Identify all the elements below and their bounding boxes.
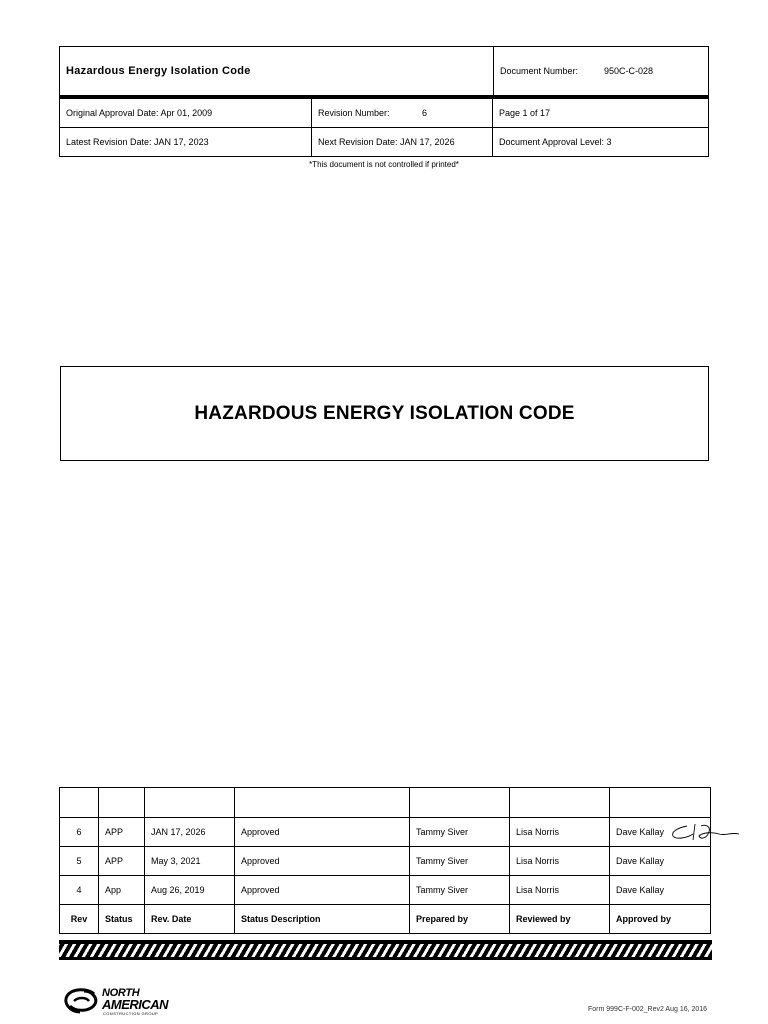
status-description-cell: Approved xyxy=(235,876,410,905)
rev-cell: 6 xyxy=(60,818,99,847)
rev-date-cell: Aug 26, 2019 xyxy=(145,876,235,905)
table-row xyxy=(60,876,711,905)
document-approval-level: Document Approval Level: 3 xyxy=(493,128,709,157)
print-disclaimer: *This document is not controlled if printed* xyxy=(309,160,459,169)
revision-number-label: Revision Number: xyxy=(318,108,390,118)
col-header-status-description: Status Description xyxy=(235,905,410,934)
revision-number-cell xyxy=(312,97,493,128)
rev-cell: 5 xyxy=(60,847,99,876)
document-number-label: Document Number: xyxy=(500,66,579,76)
prepared-by-cell: Tammy Siver xyxy=(410,818,510,847)
title-box xyxy=(60,366,709,461)
col-header-rev-date: Rev. Date xyxy=(145,905,235,934)
latest-revision-date: Latest Revision Date: JAN 17, 2023 xyxy=(60,128,312,157)
page-count: Page 1 of 17 xyxy=(493,97,709,128)
status-description-cell: Approved xyxy=(235,818,410,847)
table-row xyxy=(60,818,711,847)
handwritten-signature-icon xyxy=(667,820,745,846)
header-title: Hazardous Energy Isolation Code xyxy=(66,65,251,77)
approved-by-cell: Dave Kallay xyxy=(610,876,711,905)
status-cell: APP xyxy=(99,818,145,847)
col-header-prepared-by: Prepared by xyxy=(410,905,510,934)
north-american-logo-icon xyxy=(64,988,98,1014)
approved-by-cell: Dave Kallay xyxy=(610,818,711,847)
col-header-rev: Rev xyxy=(60,905,99,934)
approved-by-cell: Dave Kallay xyxy=(610,847,711,876)
document-meta xyxy=(59,95,709,157)
logo-text-north: NORTH xyxy=(102,987,140,999)
header-title-cell xyxy=(60,47,494,96)
reviewed-by-cell: Lisa Norris xyxy=(510,876,610,905)
reviewed-by-cell: Lisa Norris xyxy=(510,818,610,847)
hatched-divider-bar xyxy=(59,940,712,960)
prepared-by-cell: Tammy Siver xyxy=(410,876,510,905)
original-approval-date: Original Approval Date: Apr 01, 2009 xyxy=(60,97,312,128)
document-number: 950C-C-028 xyxy=(604,66,654,76)
revision-number: 6 xyxy=(422,108,428,118)
next-revision-date: Next Revision Date: JAN 17, 2026 xyxy=(312,128,493,157)
logo-text-construction-group: CONSTRUCTION GROUP xyxy=(103,1011,159,1016)
document-number-cell xyxy=(494,47,709,96)
logo-text-american: AMERICAN xyxy=(102,997,169,1012)
revision-history-table xyxy=(59,787,711,934)
table-header-row xyxy=(60,905,711,934)
status-cell: APP xyxy=(99,847,145,876)
document-header xyxy=(59,46,709,96)
col-header-reviewed-by: Reviewed by xyxy=(510,905,610,934)
prepared-by-cell: Tammy Siver xyxy=(410,847,510,876)
col-header-status: Status xyxy=(99,905,145,934)
rev-date-cell: May 3, 2021 xyxy=(145,847,235,876)
rev-cell: 4 xyxy=(60,876,99,905)
rev-date-cell: JAN 17, 2026 xyxy=(145,818,235,847)
reviewed-by-cell: Lisa Norris xyxy=(510,847,610,876)
table-row-blank xyxy=(60,788,711,818)
status-cell: App xyxy=(99,876,145,905)
form-identifier: Form 999C-F-002_Rev2 Aug 16, 2016 xyxy=(588,1006,708,1013)
status-description-cell: Approved xyxy=(235,847,410,876)
col-header-approved-by: Approved by xyxy=(610,905,711,934)
main-title: HAZARDOUS ENERGY ISOLATION CODE xyxy=(194,402,575,424)
table-row xyxy=(60,847,711,876)
company-logo xyxy=(64,986,184,1018)
